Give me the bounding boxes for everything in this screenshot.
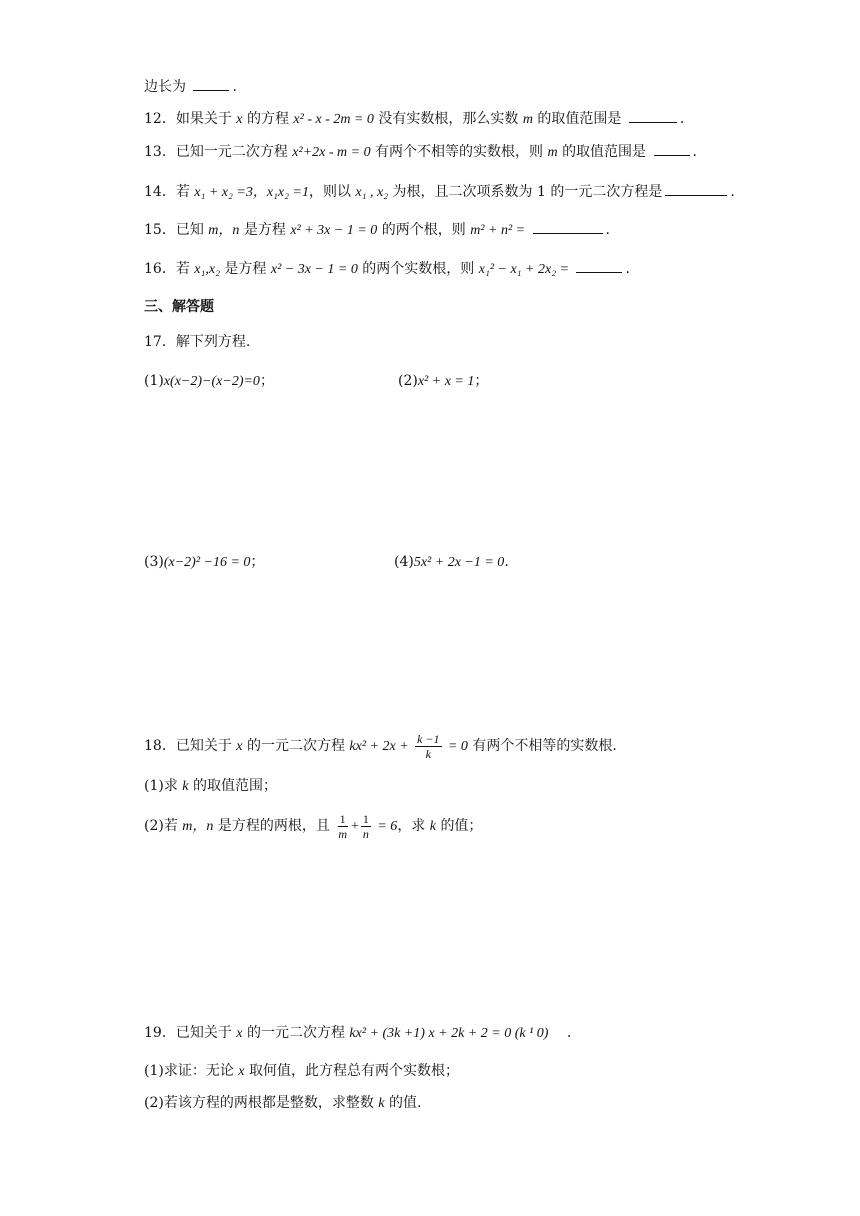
answer-blank[interactable] [665, 181, 727, 196]
question-17 [144, 332, 250, 352]
question-16 [144, 258, 630, 280]
q17-number: 17． [144, 334, 176, 350]
q17-part-2-end: ； [474, 373, 489, 389]
q12-post: 没有实数根，那么实数 [378, 111, 519, 127]
q17-part-3 [144, 552, 264, 573]
q19-part-1-var: x [238, 1064, 245, 1079]
q16-expression: x₁² − x₁ + 2x₂ = [478, 262, 570, 277]
q18-part-2-tail: 的值； [440, 818, 483, 834]
q18-fraction-denominator: k [425, 746, 431, 761]
q17-part-2-equation: x² + x = 1 [417, 374, 475, 389]
q16-number: 16． [144, 261, 176, 277]
q18-part-2-fraction-1 [336, 812, 349, 841]
q11-tail-end: . [232, 79, 237, 95]
answer-blank[interactable] [629, 108, 677, 123]
q19-end: . [566, 1025, 572, 1041]
q13-number: 13． [144, 144, 176, 160]
q17-part-4-end: . [504, 554, 509, 570]
q19-part-2-post: 的值. [388, 1095, 422, 1111]
q18-pre: 已知关于 [175, 738, 232, 754]
q18-part-2 [144, 808, 482, 845]
q18-part-2-post: ，求 [397, 818, 426, 834]
section-heading: 三、解答题 [144, 299, 214, 315]
q13-end: . [692, 144, 697, 160]
q15-vars: m，n [208, 223, 240, 238]
q12-pre: 如果关于 [175, 111, 232, 127]
q17-part-1-label: (1) [144, 373, 164, 389]
q19-part-2 [144, 1093, 421, 1114]
q13-var: m [547, 145, 558, 160]
q14-post: ，则以 [308, 184, 351, 200]
q11-tail-line [144, 76, 237, 97]
q17-part-3-label: (3) [144, 554, 164, 570]
q18-fraction [415, 732, 441, 761]
q18-part-2-plus: + [351, 819, 359, 834]
q16-mid: 是方程 [224, 261, 267, 277]
q18-part-2-fraction-2-denominator: n [362, 826, 369, 841]
q12-number: 12． [144, 111, 176, 127]
q18-part-2-fraction-2-numerator: 1 [362, 811, 369, 826]
q18-part-1 [144, 776, 277, 797]
q16-end: . [625, 261, 630, 277]
q14-end: . [730, 184, 735, 200]
question-19 [144, 1023, 571, 1044]
q12-tail: 的取值范围是 [537, 111, 622, 127]
q15-expression: m² + n² = [470, 223, 526, 238]
q15-mid: 是方程 [243, 222, 286, 238]
q13-post: 有两个不相等的实数根，则 [375, 144, 544, 160]
q17-part-1 [144, 371, 274, 392]
q13-pre: 已知一元二次方程 [175, 144, 288, 160]
q18-equation-b: = 0 [447, 739, 468, 754]
q18-mid: 的一元二次方程 [246, 738, 345, 754]
q19-part-2-label: (2) [144, 1095, 164, 1111]
q15-pre: 已知 [175, 222, 204, 238]
q18-part-2-vars: m，n [182, 819, 214, 834]
q18-part-2-fraction-1-numerator: 1 [339, 811, 346, 826]
q17-part-4-equation: 5x² + 2x −1 = 0 [413, 555, 505, 570]
q12-end: . [679, 111, 685, 127]
q15-end: . [605, 222, 610, 238]
q18-post: 有两个不相等的实数根. [472, 738, 617, 754]
q12-var2: m [522, 112, 533, 127]
q15-post: 的两个根，则 [381, 222, 466, 238]
q16-pre: 若 [175, 261, 190, 277]
q18-part-2-label: (2) [144, 818, 164, 834]
q14-number: 14． [144, 184, 176, 200]
q12-mid: 的方程 [246, 111, 289, 127]
q18-var: x [236, 739, 243, 754]
q18-part-2-equation: = 6 [377, 819, 398, 834]
q19-part-1-pre: 求证：无论 [163, 1063, 234, 1079]
q12-var: x [236, 112, 243, 127]
q12-equation: x² - x - 2m = 0 [293, 112, 374, 127]
q18-fraction-numerator: k −1 [417, 731, 440, 746]
q13-tail: 的取值范围是 [562, 144, 647, 160]
q17-part-4 [394, 552, 509, 573]
q14-tail: 为根，且二次项系数为 1 的一元二次方程是 [392, 184, 663, 200]
question-14 [144, 181, 735, 203]
q19-var: x [236, 1026, 243, 1041]
q19-mid: 的一元二次方程 [246, 1025, 345, 1041]
question-13 [144, 141, 697, 163]
q17-part-2-label: (2) [398, 373, 418, 389]
q19-pre: 已知关于 [175, 1025, 232, 1041]
q17-text: 解下列方程. [175, 334, 251, 350]
q16-post: 的两个实数根，则 [362, 261, 475, 277]
answer-blank[interactable] [576, 258, 622, 273]
q17-part-3-equation: (x−2)² −16 = 0 [163, 555, 251, 570]
q13-equation: x²+2x - m = 0 [292, 145, 371, 160]
question-15 [144, 219, 610, 241]
answer-blank[interactable] [654, 141, 690, 156]
q18-part-1-post: 的取值范围； [192, 778, 277, 794]
q19-part-2-pre: 若该方程的两根都是整数，求整数 [163, 1095, 374, 1111]
q16-equation: x² − 3x − 1 = 0 [270, 262, 358, 277]
q19-part-1 [144, 1061, 459, 1082]
q17-part-1-end: ； [259, 373, 274, 389]
q15-number: 15． [144, 222, 176, 238]
q18-part-1-pre: 求 [163, 778, 178, 794]
q18-equation-a: kx² + 2x + [349, 739, 409, 754]
q19-equation: kx² + (3k +1) x + 2k + 2 = 0 (k ¹ 0) [349, 1026, 549, 1041]
q18-part-2-mid: 是方程的两根，且 [217, 818, 330, 834]
question-18 [144, 728, 617, 765]
q15-equation: x² + 3x − 1 = 0 [290, 223, 378, 238]
question-12 [144, 108, 684, 130]
q14-roots: x₁ , x₂ [355, 185, 389, 200]
q18-part-2-var: k [429, 819, 436, 834]
q18-number: 18． [144, 738, 176, 754]
q17-part-3-end: ； [250, 554, 265, 570]
q19-part-2-var: k [378, 1096, 385, 1111]
q14-pre: 若 [175, 184, 190, 200]
answer-blank[interactable] [533, 219, 603, 234]
q18-part-2-fraction-2 [361, 812, 371, 841]
q18-part-1-label: (1) [144, 778, 164, 794]
answer-blank[interactable] [193, 76, 229, 91]
q17-part-1-equation: x(x−2)−(x−2)=0 [163, 374, 260, 389]
q19-part-1-post: 取何值，此方程总有两个实数根； [248, 1063, 459, 1079]
q17-part-2 [398, 371, 488, 392]
q19-number: 19． [144, 1025, 176, 1041]
q18-part-2-fraction-1-denominator: m [338, 826, 347, 841]
q16-vars: x₁,x₂ [194, 262, 220, 277]
q19-part-1-label: (1) [144, 1063, 164, 1079]
q18-part-1-var: k [182, 779, 189, 794]
q11-tail-text: 边长为 [144, 79, 186, 95]
q14-equation: x₁ + x₂ =3，x₁x₂ =1 [194, 185, 309, 200]
q17-part-4-label: (4) [394, 554, 414, 570]
q18-part-2-pre: 若 [163, 818, 178, 834]
